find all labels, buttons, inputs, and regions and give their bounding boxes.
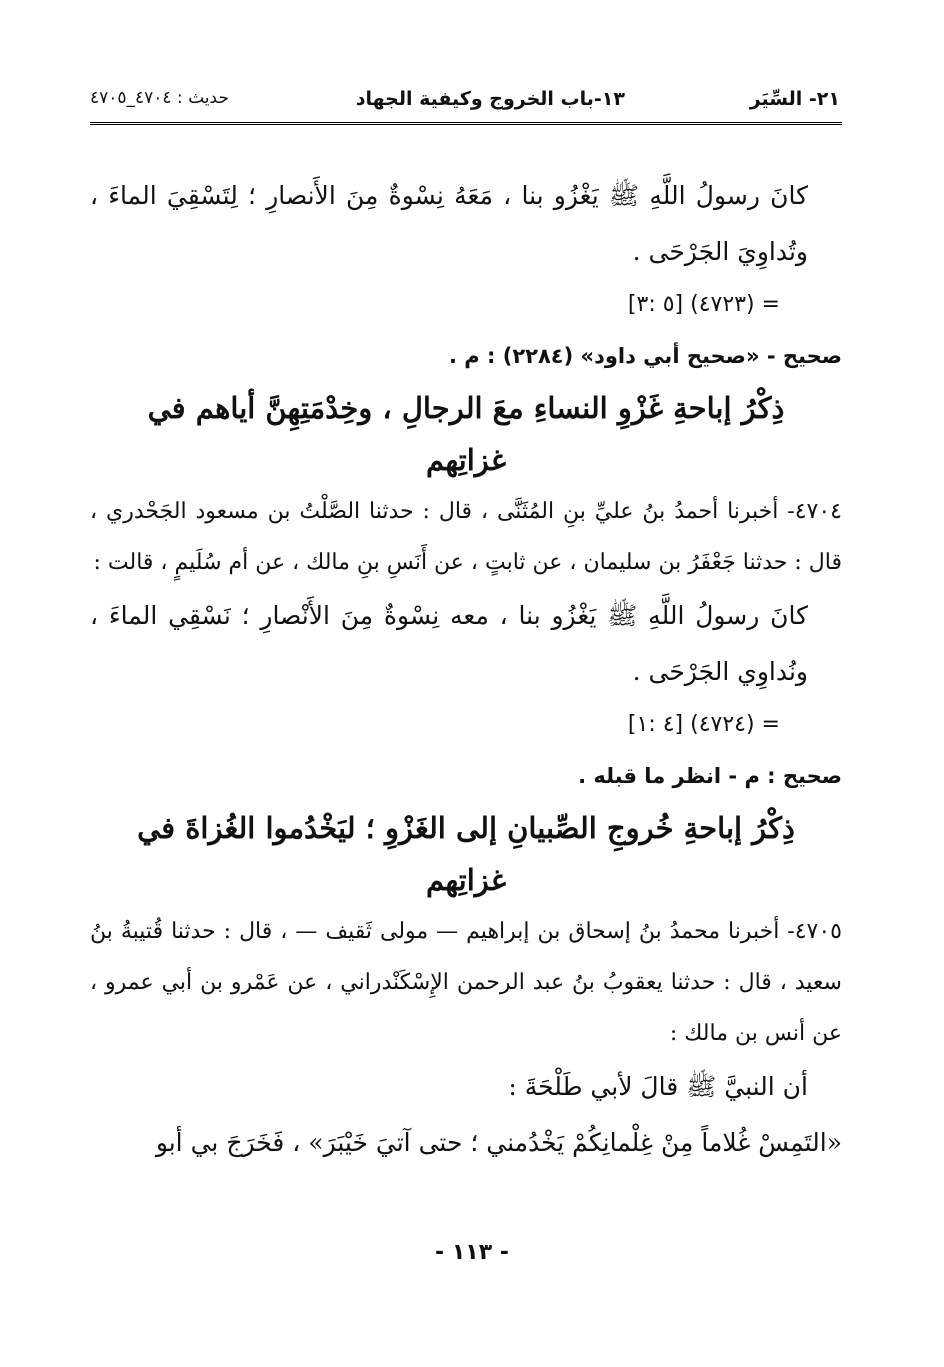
hadith-grading: صحيح : م - انظر ما قبله . bbox=[578, 764, 842, 788]
running-header bbox=[90, 82, 840, 116]
header-hadith-range: حديث : ٤٧٠٤_٤٧٠٥ bbox=[90, 88, 229, 108]
header-chapter: ٢١- السِّيَر bbox=[749, 88, 840, 110]
chapter-heading: ذِكْرُ إباحةِ خُروجِ الصِّبيانِ إلى الغَزْوِ ؛ ليَخْدُموا الغُزاةَ في غزاتِهم bbox=[137, 811, 795, 897]
page-body bbox=[90, 168, 842, 1171]
chapter-heading: ذِكْرُ إباحةِ غَزْوِ النساءِ معَ الرجالِ ، وخِدْمَتِهِنَّ أياهم في غزاتِهم bbox=[147, 391, 785, 477]
header-rule bbox=[90, 122, 842, 125]
isnad-paragraph: ٤٧٠٤- أخبرنا أحمدُ بنُ عليِّ بنِ المُثَنَّى ، قال : حدثنا الصَّلْتُ بن مسعود الجَحْدري ، قال : حدثنا جَعْفَرُ بن سليمان ، عن ثابتٍ ، عن أَنَسِ بنِ مالك ، عن أم سُلَيمٍ ، قالت : bbox=[90, 499, 842, 575]
cross-reference: = (٤٧٢٤) [٤ :١] bbox=[627, 712, 780, 737]
hadith-text: أن النبيَّ ﷺ قالَ لأبي طَلْحَةَ : bbox=[508, 1072, 808, 1101]
header-section: ١٣-باب الخروج وكيفية الجهاد bbox=[355, 88, 625, 110]
isnad-paragraph: ٤٧٠٥- أخبرنا محمدُ بنُ إسحاق بن إبراهيم — مولى ثَقيف — ، قال : حدثنا قُتيبةُ بنُ سعيد ، قال : حدثنا يعقوبُ بنُ عبد الرحمن الإِسْكَنْدراني ، عن عَمْرو بن أبي عمرو ، عن أنس بن مالك : bbox=[90, 919, 842, 1046]
hadith-text: كانَ رسولُ اللَّهِ ﷺ يَغْزُو بنا ، معه نِسْوةٌ مِنَ الأَنْصارِ ؛ نَسْقِي الماءَ ، ونُداوِي الجَرْحَى . bbox=[90, 601, 808, 686]
page-number: - ١١٣ - bbox=[435, 1240, 509, 1265]
hadith-text: «التَمِسْ غُلاماً مِنْ غِلْمانِكُمْ يَخْدُمني ؛ حتى آتيَ خَيْبَرَ» ، فَخَرَجَ بي أبو bbox=[155, 1128, 842, 1157]
hadith-text: كانَ رسولُ اللَّهِ ﷺ يَغْزُو بنا ، مَعَهُ نِسْوةٌ مِنَ الأَنصارِ ؛ لِتَسْقِيَ الماءَ ، وتُداوِيَ الجَرْحَى . bbox=[90, 181, 808, 266]
cross-reference: = (٤٧٢٣) [٥ :٣] bbox=[627, 292, 780, 317]
hadith-grading: صحيح - «صحيح أبي داود» (٢٢٨٤) : م . bbox=[449, 344, 842, 368]
